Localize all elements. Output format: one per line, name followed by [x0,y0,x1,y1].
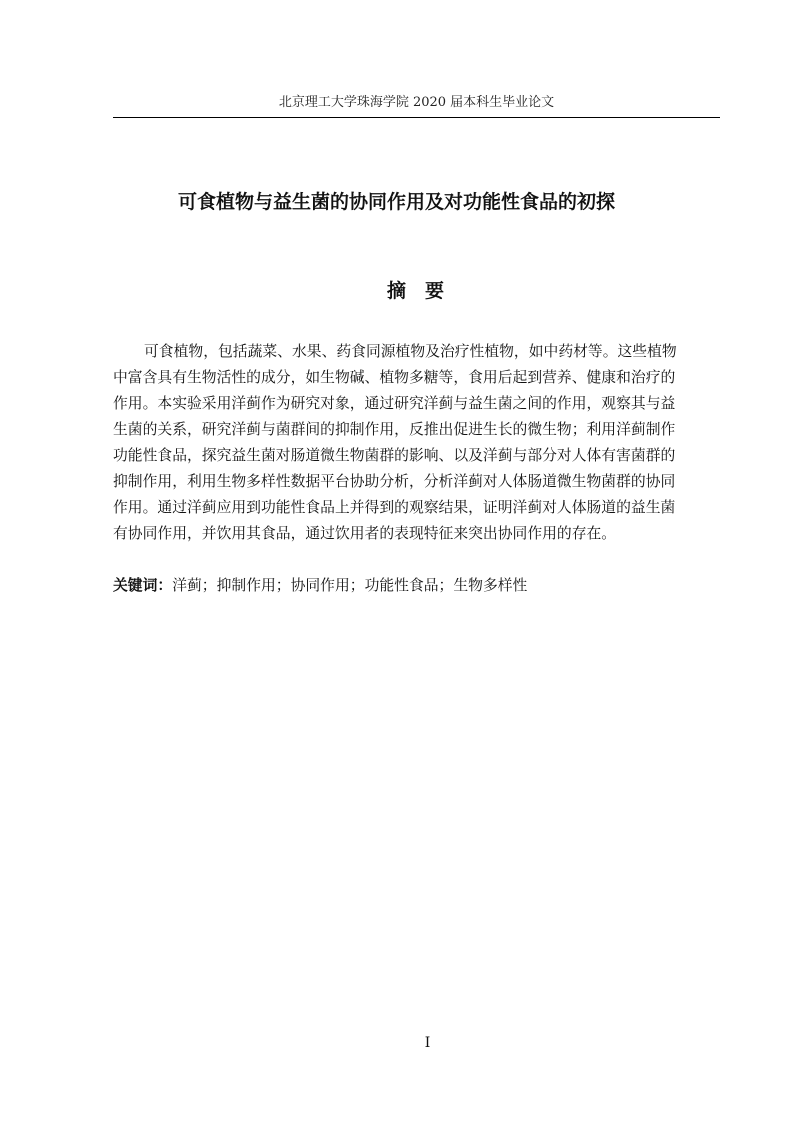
thesis-title: 可食植物与益生菌的协同作用及对功能性食品的初探 [177,191,615,213]
abstract-body [113,339,720,547]
abstract-line: 抑制作用，利用生物多样性数据平台协助分析，分析洋蓟对人体肠道微生物菌群的协同 [113,473,676,490]
abstract-line: 功能性食品，探究益生菌对肠道微生物菌群的影响、以及洋蓟与部分对人体有害菌群的 [113,447,676,464]
page-number: I [424,1035,431,1051]
keywords-text: 洋蓟；抑制作用；协同作用；功能性食品；生物多样性 [172,577,528,594]
abstract-heading: 摘 要 [386,280,444,302]
abstract-line: 可食植物，包括蔬菜、水果、药食同源植物及治疗性植物，如中药材等。这些植物 [144,343,677,360]
header-rule [113,117,720,118]
abstract-line: 有协同作用，并饮用其食品，通过饮用者的表现特征来突出协同作用的存在。 [113,525,617,542]
running-header: 北京理工大学珠海学院 2020 届本科生毕业论文 [278,95,555,110]
keywords-label: 关键词： [113,577,173,594]
abstract-line: 作用。本实验采用洋蓟作为研究对象，通过研究洋蓟与益生菌之间的作用，观察其与益 [113,395,676,412]
keywords [113,573,720,599]
abstract-line: 作用。通过洋蓟应用到功能性食品上并得到的观察结果，证明洋蓟对人体肠道的益生菌 [113,499,676,516]
abstract-line: 中富含具有生物活性的成分，如生物碱、植物多糖等，食用后起到营养、健康和治疗的 [113,369,676,386]
abstract-line: 生菌的关系，研究洋蓟与菌群间的抑制作用，反推出促进生长的微生物；利用洋蓟制作 [113,421,676,438]
